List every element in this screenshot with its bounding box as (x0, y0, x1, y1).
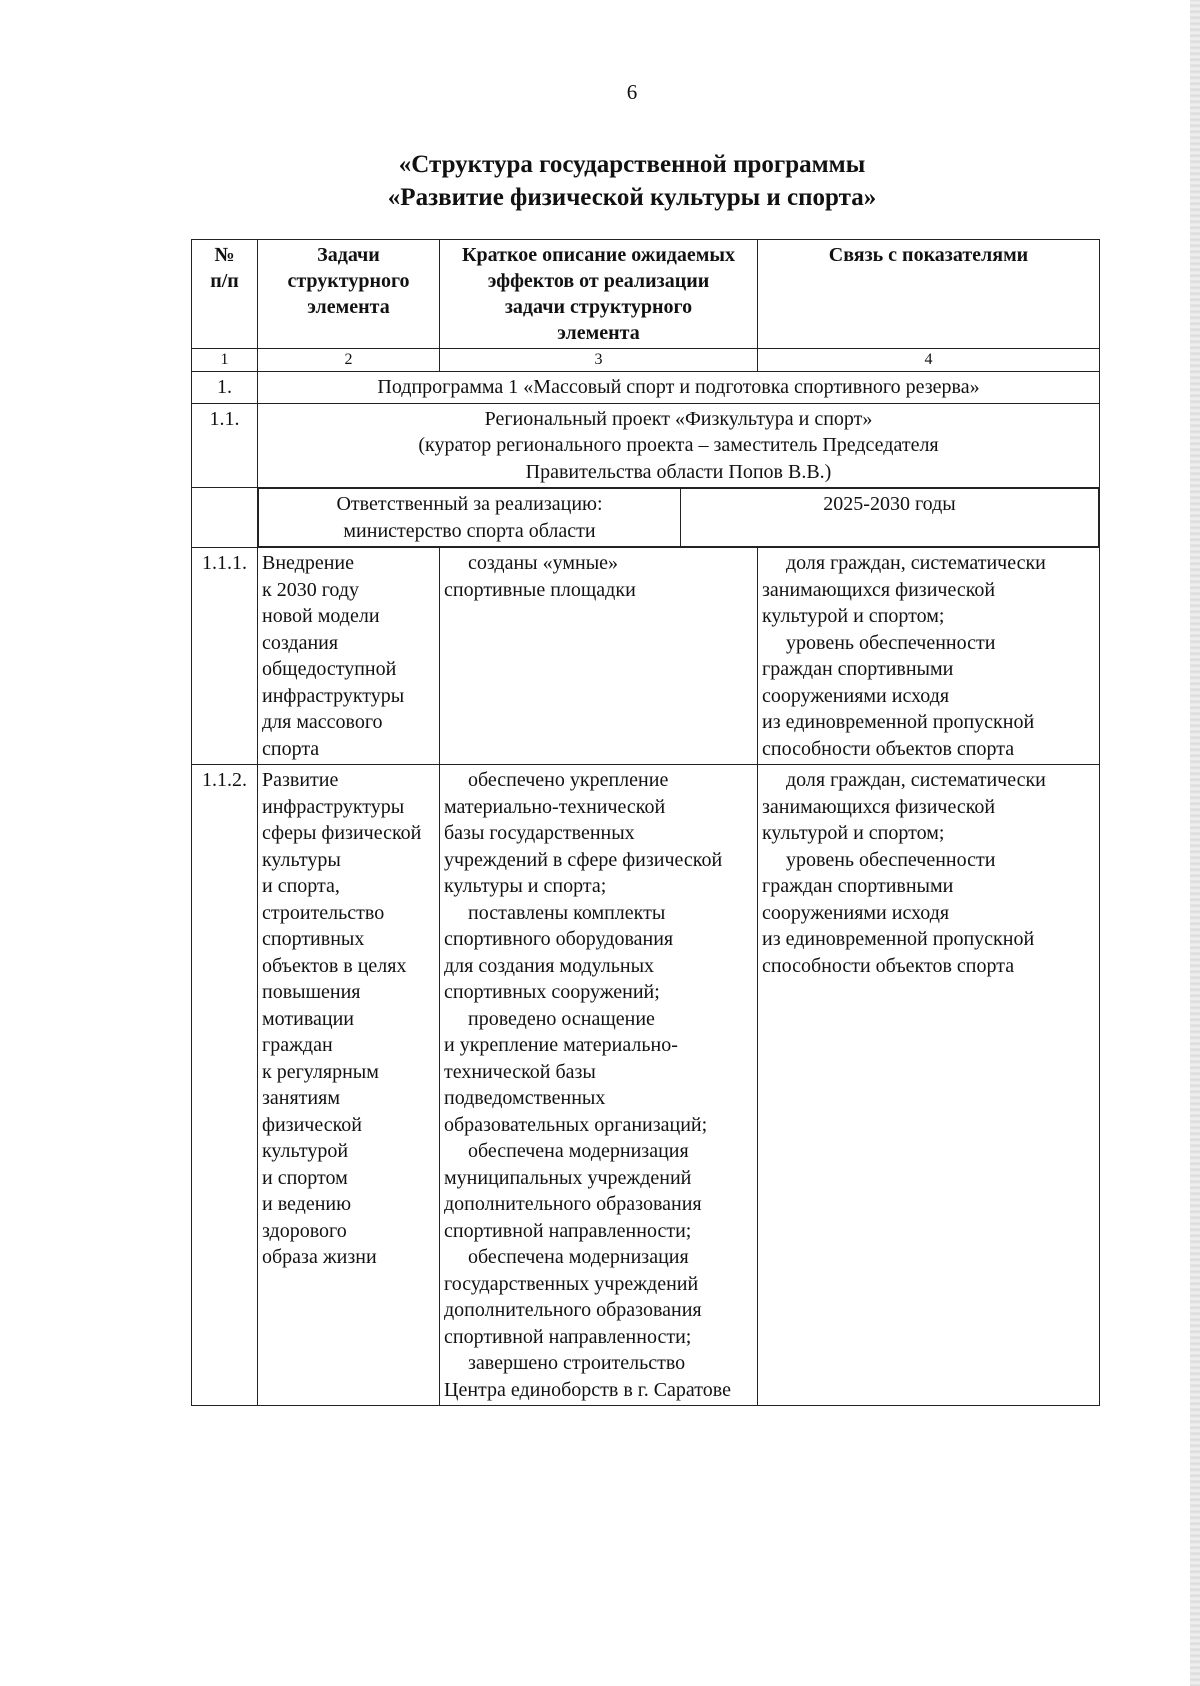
header-tasks: Задачи структурного элемента (258, 240, 440, 349)
column-number: 3 (440, 349, 758, 372)
responsible-period: 2025-2030 годы (681, 489, 1099, 547)
structure-table (191, 239, 1100, 1406)
header-indicators: Связь с показателями (758, 240, 1100, 349)
project-title: Региональный проект «Физкультура и спорт» (куратор регионального проекта – заместитель Председателя Правительства области Попов В.В.) (258, 403, 1100, 488)
table-row (192, 548, 1100, 765)
responsible-cell (258, 488, 1100, 548)
page-number: 6 (626, 80, 638, 104)
responsible-inner-table (258, 488, 1099, 547)
effects-cell: созданы «умные» спортивные площадки (440, 548, 758, 765)
column-number-row (192, 349, 1100, 372)
row-num: 1.1.1. (192, 548, 258, 765)
title-line-2: «Развитие физической культуры и спорта» (387, 184, 877, 211)
indicators-cell: доля граждан, систематически занимающихся физической культурой и спортом; уровень обеспеченности граждан спортивными сооружениями исходя из единовременной пропускной способности объектов спорта (758, 765, 1100, 1406)
indicators-cell: доля граждан, систематически занимающихся физической культурой и спортом; уровень обеспеченности граждан спортивными сооружениями исходя из единовременной пропускной способности объектов спорта (758, 548, 1100, 765)
header-effects: Краткое описание ожидаемых эффектов от реализации задачи структурного элемента (440, 240, 758, 349)
header-row (192, 240, 1100, 349)
title-line-1: «Структура государственной программы (398, 151, 866, 178)
header-num: № п/п (192, 240, 258, 349)
effects-cell: обеспечено укрепление материально-технической базы государственных учреждений в сфере физической культуры и спорта; поставлены комплекты спортивного оборудования для создания модульных спортивных сооружений; проведено оснащение и укрепление материально- технической базы подведомственных образовательных организаций; обеспечена модернизация муниципальных учреждений дополнительного образования спортивной направленности; обеспечена модернизация государственных учреждений дополнительного образования спортивной направленности; завершено строительство Центра единоборств в г. Саратове (440, 765, 758, 1406)
table-row (192, 765, 1100, 1406)
empty-cell (192, 488, 258, 548)
subprogram-row (192, 372, 1100, 404)
row-num: 1.1.2. (192, 765, 258, 1406)
subprogram-title: Подпрограмма 1 «Массовый спорт и подготовка спортивного резерва» (258, 372, 1100, 404)
subprogram-num: 1. (192, 372, 258, 404)
column-number: 1 (192, 349, 258, 372)
task-cell: Внедрение к 2030 году новой модели создания общедоступной инфраструктуры для массового спорта (258, 548, 440, 765)
responsible-row (192, 488, 1100, 548)
column-number: 4 (758, 349, 1100, 372)
document-title (0, 148, 1200, 214)
project-num: 1.1. (192, 403, 258, 488)
column-number: 2 (258, 349, 440, 372)
project-row (192, 403, 1100, 488)
task-cell: Развитие инфраструктуры сферы физической культуры и спорта, строительство спортивных объектов в целях повышения мотивации граждан к регулярным занятиям физической культурой и спортом и ведению здорового образа жизни (258, 765, 440, 1406)
scan-edge (1190, 0, 1200, 1686)
responsible-label: Ответственный за реализацию: министерство спорта области (259, 489, 681, 547)
